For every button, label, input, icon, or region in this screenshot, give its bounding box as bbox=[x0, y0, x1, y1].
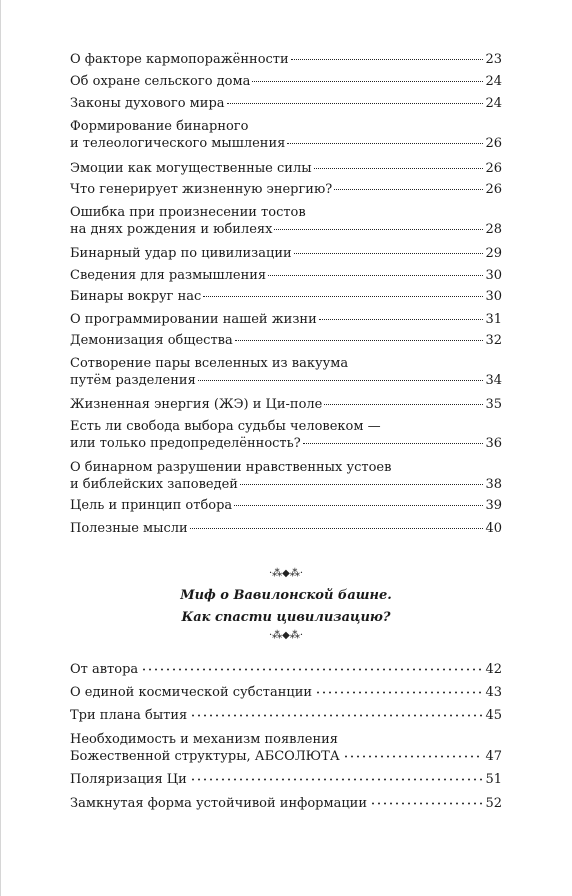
toc-entry-row bbox=[70, 684, 502, 701]
dot-leader bbox=[235, 340, 484, 341]
toc-page-number: 38 bbox=[485, 477, 502, 492]
toc-entry bbox=[70, 396, 502, 413]
toc-entry-row bbox=[70, 497, 502, 514]
toc-entry-row bbox=[70, 661, 502, 678]
toc-entry bbox=[70, 95, 502, 112]
dot-leader bbox=[190, 778, 483, 781]
dot-leader bbox=[240, 484, 483, 485]
toc-entry bbox=[70, 181, 502, 198]
toc-entry-row bbox=[70, 267, 502, 284]
toc-page-number: 43 bbox=[485, 685, 502, 700]
dot-leader bbox=[294, 253, 484, 254]
toc-page-number: 26 bbox=[485, 182, 502, 197]
toc-entry-row bbox=[70, 245, 502, 262]
toc-entry-title-line1: Сотворение пары вселенных из вакуума bbox=[70, 356, 349, 371]
toc-entry-row bbox=[70, 73, 502, 90]
toc-entry bbox=[70, 795, 502, 812]
section-title-line2: Как спасти цивилизацию? bbox=[181, 610, 391, 625]
dot-leader bbox=[190, 528, 484, 529]
dot-leader bbox=[314, 168, 484, 169]
toc-entry-title: Цель и принцип отбора bbox=[70, 498, 233, 513]
toc-entry-title-line2: и телеологического мышления bbox=[70, 136, 286, 151]
toc-entry bbox=[70, 355, 502, 389]
toc-entry-title-line1: Ошибка при произнесении тостов bbox=[70, 205, 306, 220]
toc-entry-row bbox=[70, 288, 502, 305]
dot-leader bbox=[252, 81, 483, 82]
toc-entry bbox=[70, 661, 502, 678]
toc-entry-title: Демонизация общества bbox=[70, 333, 233, 348]
toc-page-number: 29 bbox=[485, 246, 502, 261]
dot-leader bbox=[190, 714, 482, 717]
section-title-line1: Миф о Вавилонской башне. bbox=[180, 588, 392, 603]
toc-entry bbox=[70, 332, 502, 349]
toc-entry bbox=[70, 160, 502, 177]
toc-entry-title-line1: Формирование бинарного bbox=[70, 119, 249, 134]
toc-page-number: 40 bbox=[485, 521, 502, 536]
dot-leader bbox=[315, 691, 482, 694]
toc-entry-title: Законы духового мира bbox=[70, 96, 225, 111]
toc-entry-row bbox=[70, 396, 502, 413]
toc-page-number: 26 bbox=[485, 161, 502, 176]
toc-entry-title-line2: Божественной структуры, АБСОЛЮТА bbox=[70, 749, 340, 764]
toc-entry-title: От автора bbox=[70, 662, 139, 677]
toc-page-number: 30 bbox=[485, 268, 502, 283]
toc-entry-title-line2: путём разделения bbox=[70, 373, 196, 388]
toc-entry-title: Эмоции как могущественные силы bbox=[70, 161, 312, 176]
toc-entry-title: Замкнутая форма устойчивой информации bbox=[70, 796, 368, 811]
toc-entry-title-line1: Есть ли свобода выбора судьбы человеком — bbox=[70, 419, 381, 434]
toc-entry-row bbox=[70, 771, 502, 788]
toc-entry-title: О единой космической субстанции bbox=[70, 685, 313, 700]
toc-entry-title: О факторе кармопоражённости bbox=[70, 52, 289, 67]
toc-entry-title-line2: и библейских заповедей bbox=[70, 477, 238, 492]
dot-leader bbox=[343, 755, 483, 758]
ornament-bottom: ·⁂◆⁂· bbox=[268, 630, 304, 641]
toc-page-number: 24 bbox=[485, 96, 502, 111]
toc-entry-row bbox=[70, 181, 502, 198]
dot-leader bbox=[141, 668, 482, 671]
toc-entry bbox=[70, 204, 502, 238]
toc-entry-title-line1: О бинарном разрушении нравственных устоев bbox=[70, 460, 392, 475]
toc-entry-row bbox=[70, 707, 502, 724]
dot-leader bbox=[203, 296, 483, 297]
toc-entry-title: Поляризация Ци bbox=[70, 772, 187, 787]
toc-page-number: 34 bbox=[485, 373, 502, 388]
toc-page-number: 47 bbox=[485, 749, 502, 764]
toc-entry-row bbox=[70, 135, 502, 152]
toc-entry-row bbox=[70, 311, 502, 328]
toc-entry-title: Жизненная энергия (ЖЭ) и Ци-поле bbox=[70, 397, 323, 412]
dot-leader bbox=[198, 380, 484, 381]
toc-entry-row bbox=[70, 795, 502, 812]
toc-entry bbox=[70, 418, 502, 452]
toc-page-number: 45 bbox=[485, 708, 502, 723]
toc-entry bbox=[70, 288, 502, 305]
toc-entry bbox=[70, 118, 502, 152]
toc-entry bbox=[70, 497, 502, 514]
toc-page-number: 31 bbox=[485, 312, 502, 327]
toc-page-number: 39 bbox=[485, 498, 502, 513]
toc-page-number: 35 bbox=[485, 397, 502, 412]
toc-page-number: 52 bbox=[485, 796, 502, 811]
toc-entry-title-line1: Необходимость и механизм появления bbox=[70, 732, 338, 747]
dot-leader bbox=[319, 319, 484, 320]
toc-page-number: 32 bbox=[485, 333, 502, 348]
toc-entry bbox=[70, 267, 502, 284]
dot-leader bbox=[234, 505, 483, 506]
toc-entry-title: О программировании нашей жизни bbox=[70, 312, 317, 327]
dot-leader bbox=[303, 443, 484, 444]
dot-leader bbox=[370, 802, 482, 805]
toc-entry-row bbox=[70, 332, 502, 349]
toc-entry-row bbox=[70, 221, 502, 238]
toc-page-number: 51 bbox=[485, 772, 502, 787]
toc-entry-row bbox=[70, 520, 502, 537]
toc-page-number: 24 bbox=[485, 74, 502, 89]
dot-leader bbox=[324, 404, 483, 405]
toc-entry-title: Полезные мысли bbox=[70, 521, 188, 536]
toc-entry bbox=[70, 707, 502, 724]
toc-entry bbox=[70, 311, 502, 328]
toc-entry bbox=[70, 684, 502, 701]
page-edge bbox=[0, 0, 1, 896]
toc-entry bbox=[70, 73, 502, 90]
dot-leader bbox=[287, 143, 483, 144]
toc-page-number: 28 bbox=[485, 222, 502, 237]
toc-entry-row bbox=[70, 51, 502, 68]
toc-entry bbox=[70, 771, 502, 788]
toc-entry-title: Сведения для размышления bbox=[70, 268, 267, 283]
dot-leader bbox=[291, 59, 484, 60]
toc-entry bbox=[70, 520, 502, 537]
toc-entry-title: Что генерирует жизненную энергию? bbox=[70, 182, 333, 197]
toc-entry-row bbox=[70, 435, 502, 452]
toc-page-number: 30 bbox=[485, 289, 502, 304]
toc-entry-row bbox=[70, 476, 502, 493]
dot-leader bbox=[334, 189, 483, 190]
toc-entry-row bbox=[70, 372, 502, 389]
toc-entry bbox=[70, 245, 502, 262]
toc-entry-title: Три плана бытия bbox=[70, 708, 188, 723]
toc-entry-row bbox=[70, 748, 502, 765]
toc-entry-row bbox=[70, 160, 502, 177]
toc-entry-title-line2: на днях рождения и юбилеях bbox=[70, 222, 273, 237]
dot-leader bbox=[227, 103, 484, 104]
toc-entry-title: Бинарный удар по цивилизации bbox=[70, 246, 292, 261]
toc-page-number: 36 bbox=[485, 436, 502, 451]
dot-leader bbox=[274, 229, 483, 230]
toc-entry bbox=[70, 51, 502, 68]
toc-page-number: 23 bbox=[485, 52, 502, 67]
toc-entry-row bbox=[70, 95, 502, 112]
ornament-top: ·⁂◆⁂· bbox=[268, 568, 304, 579]
dot-leader bbox=[268, 275, 483, 276]
toc-page-number: 42 bbox=[485, 662, 502, 677]
toc-entry bbox=[70, 731, 502, 765]
toc-entry bbox=[70, 459, 502, 493]
toc-entry-title: Бинары вокруг нас bbox=[70, 289, 202, 304]
toc-page-number: 26 bbox=[485, 136, 502, 151]
toc-entry-title-line2: или только предопределённость? bbox=[70, 436, 301, 451]
toc-entry-title: Об охране сельского дома bbox=[70, 74, 251, 89]
